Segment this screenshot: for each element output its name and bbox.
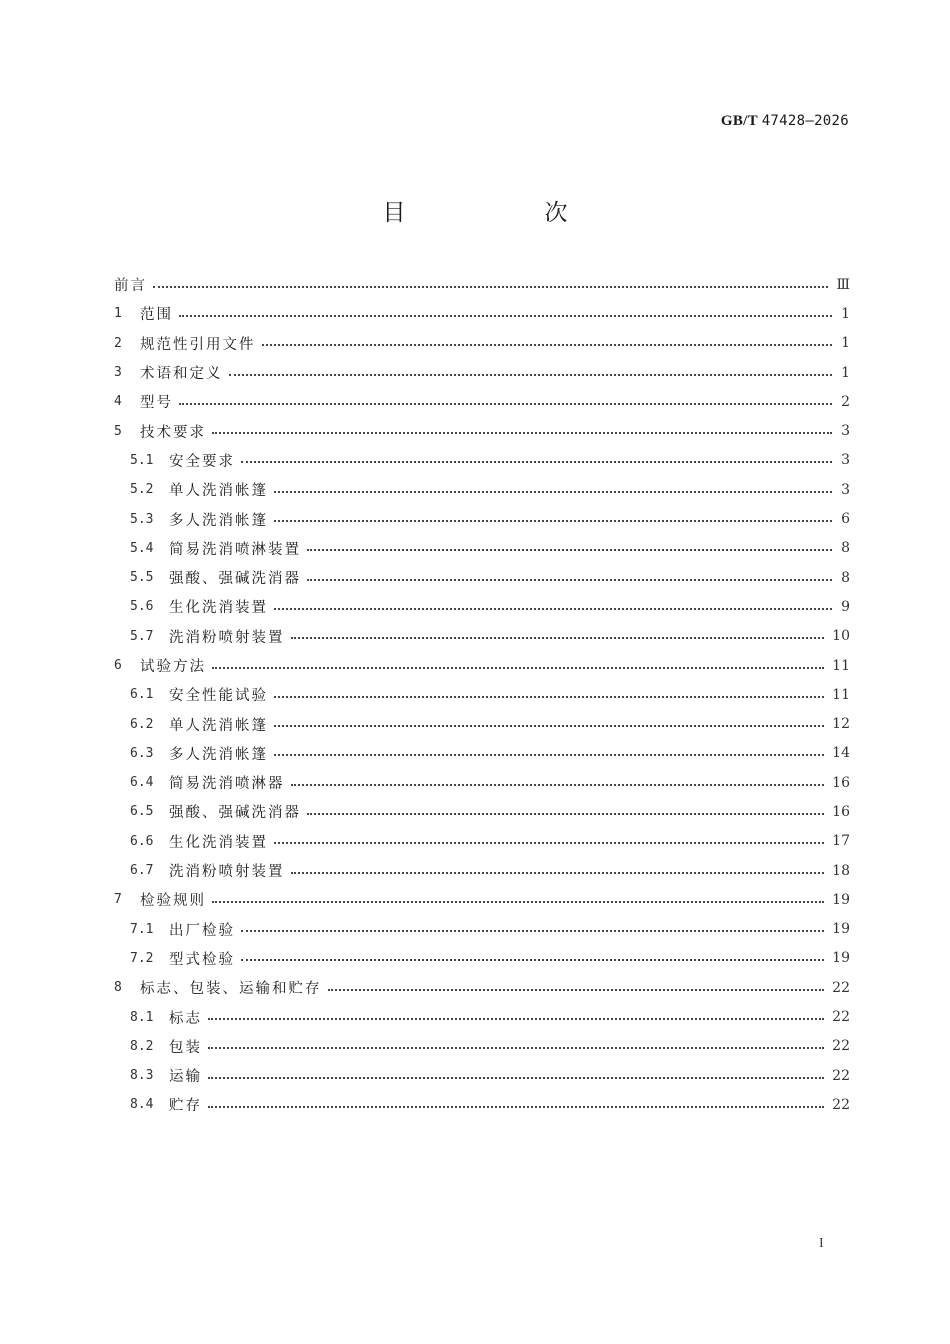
dot-leader <box>208 1047 824 1049</box>
toc-entry-number: 5.7 <box>130 628 154 644</box>
dot-leader <box>212 667 824 669</box>
toc-entry[interactable] <box>114 622 850 651</box>
dot-leader <box>307 549 832 551</box>
toc-entry[interactable] <box>114 973 850 1002</box>
toc-entry-page: 19 <box>832 950 850 967</box>
toc-entry[interactable] <box>114 534 850 563</box>
dot-leader <box>274 491 832 493</box>
toc-entry-number: 7 <box>114 892 122 908</box>
toc-entry-label: 范围 <box>140 307 173 324</box>
toc-entry[interactable] <box>114 387 850 416</box>
toc-entry-label: 检验规则 <box>140 893 206 910</box>
toc-entry-label: 标志 <box>169 1010 202 1027</box>
toc-entry-number: 6.5 <box>130 804 154 820</box>
toc-entry-page: 18 <box>832 862 850 879</box>
toc-entry[interactable] <box>114 768 850 797</box>
dot-leader <box>153 286 828 288</box>
page-number: I <box>819 1236 824 1251</box>
toc-entry[interactable] <box>114 827 850 856</box>
toc-entry-label: 简易洗消喷淋器 <box>169 776 285 793</box>
toc-entry-number: 8.4 <box>130 1097 154 1113</box>
toc-entry-number: 4 <box>114 394 122 410</box>
dot-leader <box>274 754 824 756</box>
toc-entry-label: 洗消粉喷射装置 <box>169 629 285 646</box>
toc-entry[interactable] <box>114 358 850 387</box>
toc-entry-label: 包装 <box>169 1039 202 1056</box>
toc-entry-label: 简易洗消喷淋装置 <box>169 541 301 558</box>
dot-leader <box>208 1106 824 1108</box>
toc-entry-number: 5 <box>114 423 122 439</box>
standard-code <box>721 113 849 130</box>
dot-leader <box>179 403 832 405</box>
standard-prefix: GB/T <box>720 113 758 129</box>
toc-entry-page: 6 <box>841 511 850 528</box>
toc-entry-number: 7.1 <box>130 921 154 937</box>
toc-entry-number: 6.4 <box>130 775 154 791</box>
toc-entry-page: 9 <box>841 598 850 615</box>
toc-entry[interactable] <box>114 651 850 680</box>
toc-entry[interactable] <box>114 885 850 914</box>
dot-leader <box>212 432 832 434</box>
toc-entry-number: 6 <box>114 658 122 673</box>
toc-entry-number: 6.2 <box>130 716 154 732</box>
toc-entry[interactable] <box>114 856 850 885</box>
dot-leader <box>291 637 825 639</box>
toc-entry-label: 洗消粉喷射装置 <box>169 864 285 881</box>
toc-entry-label: 运输 <box>169 1069 202 1086</box>
toc-entry-page: 8 <box>841 540 850 557</box>
toc-entry[interactable] <box>114 1090 850 1119</box>
toc-entry-label: 单人洗消帐篷 <box>169 483 268 500</box>
toc-entry-label: 强酸、强碱洗消器 <box>169 571 301 588</box>
toc-entry-label: 型号 <box>140 395 173 412</box>
dot-leader <box>212 901 824 903</box>
toc-entry-label: 安全性能试验 <box>169 688 268 705</box>
toc-entry[interactable] <box>114 270 850 299</box>
dot-leader <box>262 344 833 346</box>
dot-leader <box>241 461 832 463</box>
toc-entry-number: 7.2 <box>130 950 154 966</box>
toc-entry-number: 8.1 <box>130 1009 154 1025</box>
toc-entry-page: 17 <box>832 833 850 850</box>
dot-leader <box>241 959 824 961</box>
dot-leader <box>274 520 832 522</box>
toc-entry-page: 1 <box>841 364 850 381</box>
dot-leader <box>179 315 832 317</box>
toc-entry[interactable] <box>114 739 850 768</box>
toc-entry-label: 型式检验 <box>169 951 235 968</box>
toc-entry-number: 8.2 <box>130 1038 154 1054</box>
toc-entry-page: 8 <box>841 569 850 586</box>
toc-entry-page: 14 <box>832 745 850 762</box>
toc-entry-number: 5.4 <box>130 540 154 556</box>
dot-leader <box>208 1077 824 1079</box>
toc-entry-label: 术语和定义 <box>140 366 223 383</box>
toc-entry-number: 8.3 <box>130 1068 154 1084</box>
toc-entry[interactable] <box>114 446 850 475</box>
toc-entry[interactable] <box>114 709 850 738</box>
toc-entry-number: 2 <box>114 335 122 351</box>
toc-entry-page: 16 <box>832 803 850 820</box>
dot-leader <box>274 696 824 698</box>
toc-entry-label: 单人洗消帐篷 <box>169 717 268 734</box>
toc-entry-number: 3 <box>114 365 122 381</box>
toc-entry[interactable] <box>114 680 850 709</box>
toc-entry[interactable] <box>114 1002 850 1031</box>
toc-entry-number: 5.1 <box>130 452 154 468</box>
toc-entry-page: 3 <box>841 481 850 498</box>
toc-entry-page: 16 <box>832 774 850 791</box>
toc-entry[interactable] <box>114 1032 850 1061</box>
dot-leader <box>241 930 824 932</box>
toc-entry[interactable] <box>114 475 850 504</box>
dot-leader <box>328 989 825 991</box>
toc-entry[interactable] <box>114 797 850 826</box>
toc-entry-number: 6.7 <box>130 863 154 879</box>
dot-leader <box>208 1018 824 1020</box>
dot-leader <box>229 374 833 376</box>
toc-entry-number: 5.6 <box>130 599 154 615</box>
dot-leader <box>274 842 824 844</box>
dot-leader <box>274 725 824 727</box>
toc-entry-label: 安全要求 <box>169 453 235 470</box>
toc-entry-page: 11 <box>832 686 850 703</box>
standard-number: 47428—2026 <box>761 113 849 129</box>
toc-entry-label: 生化洗消装置 <box>169 600 268 617</box>
toc-entry[interactable] <box>114 592 850 621</box>
dot-leader <box>291 784 825 786</box>
toc-entry-number: 8 <box>114 980 122 996</box>
toc-entry-page: 3 <box>841 452 850 469</box>
toc-entry-page: 12 <box>832 716 850 733</box>
toc-entry[interactable] <box>114 563 850 592</box>
toc-entry[interactable] <box>114 915 850 944</box>
toc-entry[interactable] <box>114 329 850 358</box>
toc-entry-page: 22 <box>832 1009 850 1026</box>
toc-entry-label: 贮存 <box>169 1098 202 1115</box>
toc-entry-page: Ⅲ <box>836 276 850 293</box>
toc-entry-label: 试验方法 <box>140 659 206 675</box>
toc-entry-page: 22 <box>832 1038 850 1055</box>
toc-entry[interactable] <box>114 1061 850 1090</box>
toc-entry-page: 2 <box>841 393 850 410</box>
toc-entry-label: 规范性引用文件 <box>140 336 256 353</box>
toc-entry-number: 5.5 <box>130 570 154 586</box>
toc-title: 目 次 <box>382 200 626 226</box>
toc-entry-number: 5.2 <box>130 482 154 498</box>
toc-entry-page: 3 <box>841 423 850 440</box>
toc-entry[interactable] <box>114 944 850 973</box>
toc-entry-page: 22 <box>832 979 850 996</box>
dot-leader <box>307 579 832 581</box>
toc-entry-page: 1 <box>841 305 850 322</box>
dot-leader <box>307 813 824 815</box>
table-of-contents <box>114 270 850 1120</box>
toc-entry-number: 6.3 <box>130 745 154 761</box>
toc-entry-label: 多人洗消帐篷 <box>169 512 268 529</box>
toc-entry-label: 强酸、强碱洗消器 <box>169 805 301 822</box>
toc-entry-number: 1 <box>114 306 122 322</box>
toc-entry-label: 前言 <box>114 278 147 295</box>
toc-entry-number: 5.3 <box>130 511 154 527</box>
toc-entry[interactable] <box>114 504 850 533</box>
toc-entry[interactable] <box>114 299 850 328</box>
toc-entry-page: 22 <box>832 1067 850 1084</box>
toc-entry-number: 6.1 <box>130 687 154 703</box>
toc-entry-label: 标志、包装、运输和贮存 <box>140 981 322 998</box>
toc-entry-page: 19 <box>832 891 850 908</box>
dot-leader <box>274 608 832 610</box>
toc-entry-number: 6.6 <box>130 833 154 849</box>
toc-entry-page: 1 <box>841 335 850 352</box>
toc-entry-label: 出厂检验 <box>169 922 235 939</box>
dot-leader <box>291 872 825 874</box>
toc-entry-page: 19 <box>832 921 850 938</box>
toc-entry-label: 生化洗消装置 <box>169 834 268 851</box>
toc-entry[interactable] <box>114 416 850 445</box>
toc-entry-label: 多人洗消帐篷 <box>169 746 268 763</box>
toc-entry-page: 10 <box>832 628 850 645</box>
toc-entry-page: 11 <box>832 657 850 674</box>
toc-entry-label: 技术要求 <box>140 424 206 441</box>
toc-entry-page: 22 <box>832 1096 850 1113</box>
